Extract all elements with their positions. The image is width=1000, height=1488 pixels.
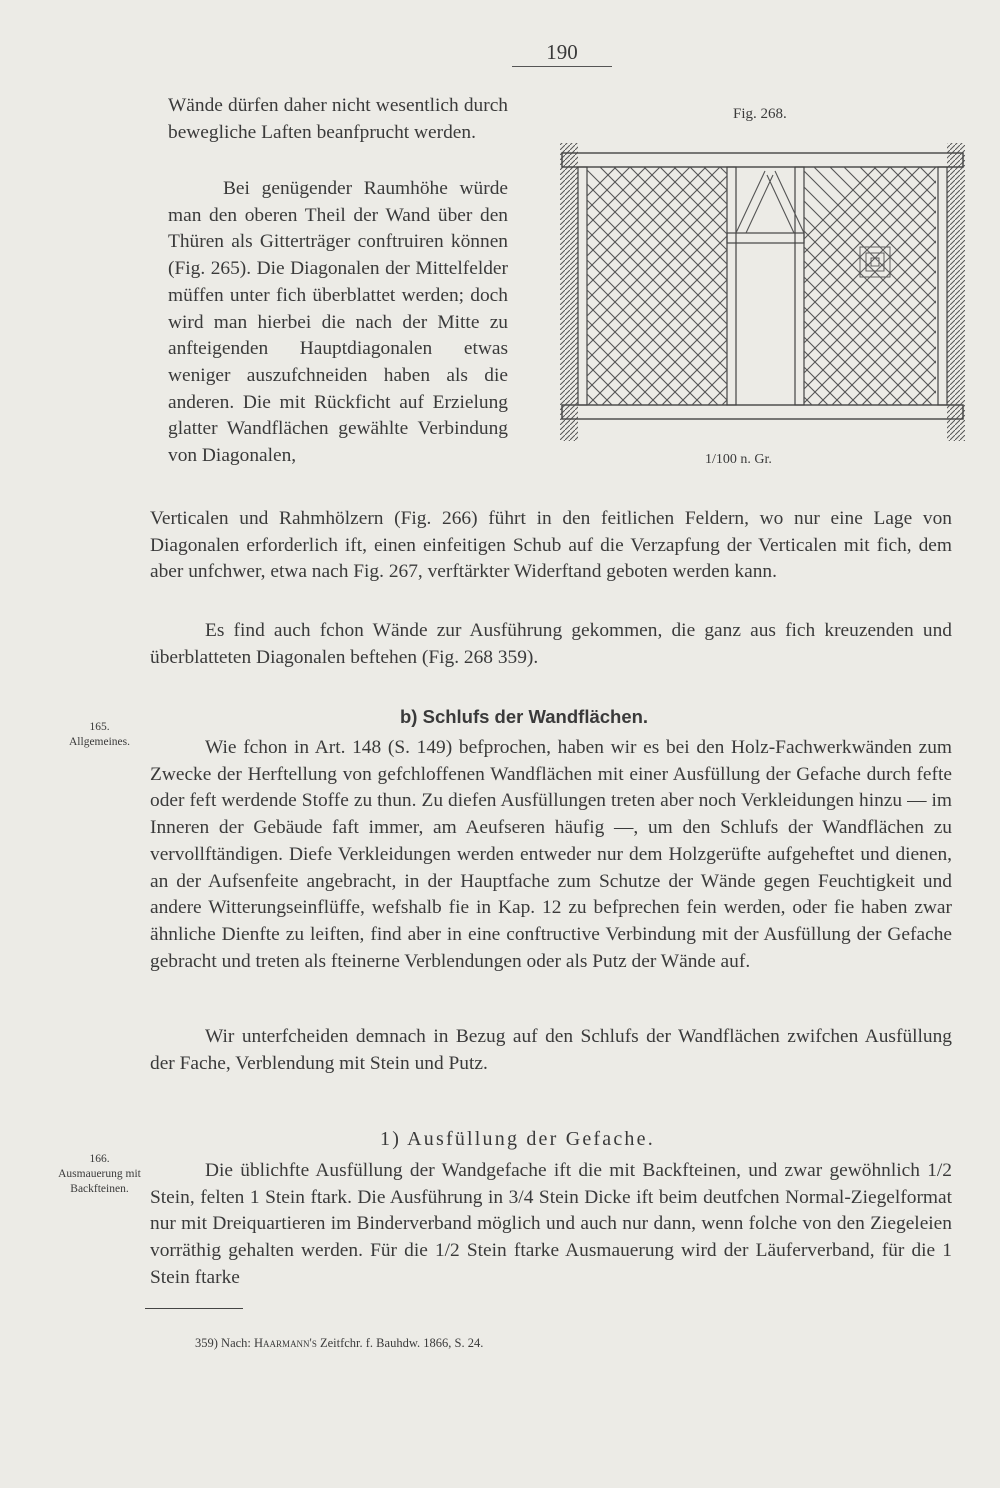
paragraph-1: Wände dürfen daher nicht wesentlich durch bewegliche Laften beanfprucht werden.	[168, 95, 508, 143]
page-number: 190	[546, 40, 578, 64]
footnote-prefix: Nach:	[221, 1336, 251, 1350]
margin-note-166-text: Ausmauerung mit Backfteinen.	[58, 1168, 141, 1195]
paragraph-5: Wir unterfcheiden demnach in Bezug auf den Schlufs der Wandflächen zwifchen Ausfüllung der Fache, Verblendung mit Stein und Putz.	[150, 1026, 952, 1074]
footnote-author: Haarmann's	[254, 1336, 317, 1350]
paragraph-3: Es find auch fchon Wände zur Ausführung gekommen, die ganz aus fich kreuzenden und überblatteten Diagonalen beftehen (Fig. 268 359).	[150, 620, 952, 668]
margin-note-166	[52, 1152, 147, 1197]
footnote-rule	[145, 1308, 243, 1309]
margin-note-165-text: Allgemeines.	[69, 736, 130, 748]
margin-note-166-number: 166.	[89, 1153, 110, 1165]
paragraph-6: Die üblichfte Ausfüllung der Wandgefache ift die mit Backfteinen, und zwar gewöhnlich 1/2 Stein, felten 1 Stein ftark. Die Ausführung in 3/4 Stein Dicke ift beim deutfchen Normal-Ziegelformat nur mit Dreiquartieren im Binderverband möglich und auch nur dann, wenn folche von den Ziegeleien vorräthig gehalten werden. Für die 1/2 Stein ftarke Ausmauerung wird der Läuferverband, für die 1 Stein ftarke	[150, 1160, 952, 1288]
paragraph-4: Wie fchon in Art. 148 (S. 149) befprochen, haben wir es bei den Holz-Fachwerkwänden zum Zwecke der Herftellung von gefchloffenen Wandflächen mit einer Ausfüllung der Gefache durch fefte oder feft werdende Stoffe zu thun. Zu diefen Ausfüllungen treten aber noch Verkleidungen hinzu — im Inneren der Gebäude faft immer, am Aeufseren häufig —, um den Schlufs der Wandflächen zu vervollftändigen. Diefe Verkleidungen werden entweder nur dem Holzgerüfte aufgeheftet und dienen, an der Aufsenfeite angebracht, in der Hauptfache zum Schutze der Wände gegen Feuchtigkeit und andere Witterungseinflüffe, wefshalb fie in Kap. 12 zu befprechen fein werden, oder fie haben zwar ähnliche Dienfte zu leiften, find aber in eine conftructive Verbindung mit der Ausfüllung der Gefache gebracht und treten als fteinerne Verblendungen oder als Putz der Wände auf.	[150, 737, 952, 972]
margin-note-165	[52, 720, 147, 750]
sub-heading: 1) Ausfüllung der Gefache.	[380, 1128, 655, 1150]
page-number-rule	[512, 66, 612, 67]
footnote-marker: 359)	[195, 1336, 218, 1350]
footnote	[195, 1336, 483, 1351]
figure-268-drawing	[560, 135, 965, 445]
section-heading: b) Schlufs der Wandflächen.	[400, 706, 649, 727]
figure-scale: 1/100 n. Gr.	[705, 452, 772, 467]
paragraph-2-continued: Verticalen und Rahmhölzern (Fig. 266) führt in den feitlichen Feldern, wo nur eine Lage von Diagonalen erforderlich ift, einen einfeitigen Schub auf die Verzapfung der Verticalen mit fich, dem aber unfchwer, etwa nach Fig. 267, verftärkter Widerftand geboten werden kann.	[150, 508, 952, 583]
paragraph-2: Bei genügender Raumhöhe würde man den oberen Theil der Wand über den Thüren als Gitterträger conftruiren können (Fig. 265). Die Diagonalen der Mittelfelder müffen unter fich überblattet werden; doch wird man hierbei die nach der Mitte zu anfteigenden Hauptdiagonalen etwas weniger auszufchneiden haben als die anderen. Die mit Rückficht auf Erzielung glatter Wandflächen gewählte Verbindung von Diagonalen,	[168, 178, 508, 467]
figure-caption: Fig. 268.	[733, 106, 787, 122]
footnote-reference: Zeitfchr. f. Bauhdw. 1866, S. 24.	[319, 1336, 484, 1350]
margin-note-165-number: 165.	[89, 721, 110, 733]
